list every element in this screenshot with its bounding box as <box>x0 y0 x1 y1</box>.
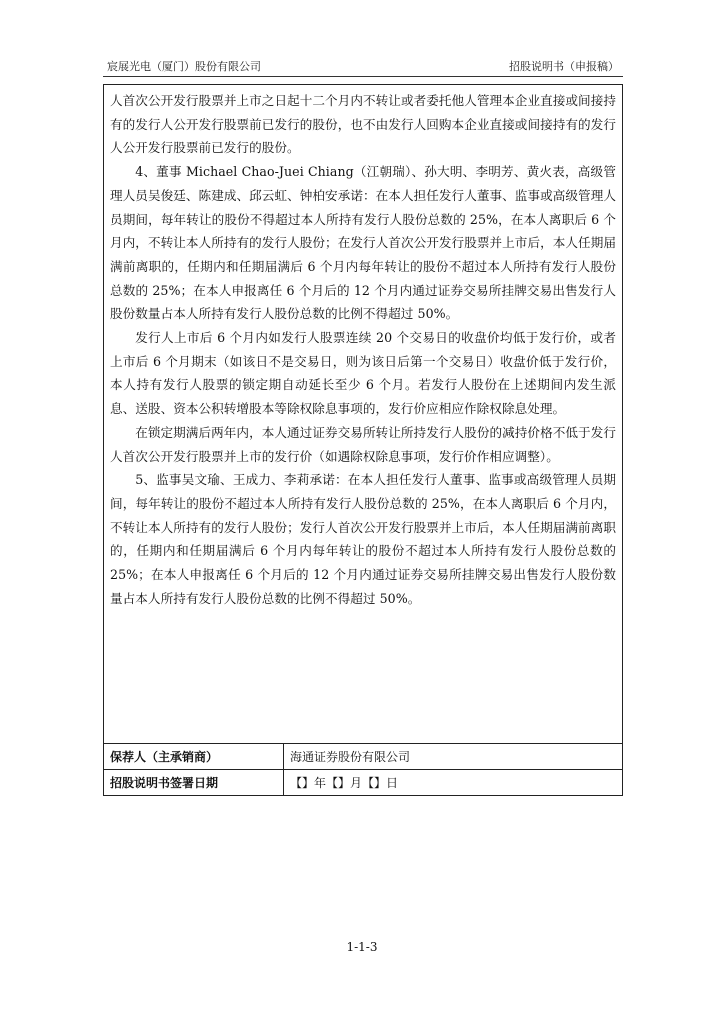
paragraph-reduction-price: 在锁定期满后两年内，本人通过证券交易所转让所持发行人股份的减持价格不低于发行人首次公开发行股票并上市的发行价（如遇除权除息事项，发行价作相应调整）。 <box>110 424 616 464</box>
paragraph-lockup-extension: 发行人上市后 6 个月内如发行人股票连续 20 个交易日的收盘价均低于发行价，或者上市后 6 个月期末（如该日不是交易日，则为该日后第一个交易日）收盘价低于发行价，本人持有发行人股票的锁定期自动延长至少 6 个月。若发行人股份在上述期间内发生派息、送股、资本公积转增股本等除权除息事项的，发行价应相应作除权除息处理。 <box>110 330 616 417</box>
sponsor-value: 海通证券股份有限公司 <box>290 750 411 764</box>
signing-date-label: 招股说明书签署日期 <box>104 770 284 796</box>
page-header <box>103 58 623 76</box>
paragraph-directors-commitment: 4、董事 Michael Chao-Juei Chiang（江朝瑞）、孙大明、李明芳、黄火表，高级管理人员吴俊廷、陈建成、邱云虹、钟柏安承诺：在本人担任发行人董事、监事或高级管理人员期间，每年转让的股份不得超过本人所持有发行人股份总数的 25%，在本人离职后 6 个月内，不转让本人所持有的发行人股份；在发行人首次公开发行股票并上市后，本人任期届满前离职的，任期内和任期届满后 6 个月内每年转让的股份不超过本人所持有发行人股份总数的 25%；在本人申报离任 6 个月后的 12 个月内通过证券交易所挂牌交易出售发行人股份数量占本人所持有发行人股份总数的比例不得超过 50%。 <box>110 164 616 322</box>
header-divider <box>103 76 623 77</box>
sponsor-label: 保荐人（主承销商） <box>104 744 284 770</box>
paragraph-continuation: 人首次公开发行股票并上市之日起十二个月内不转让或者委托他人管理本企业直接或间接持有的发行人公开发行股票前已发行的股份，也不由发行人回购本企业直接或间接持有的发行人公开发行股票前已发行的股份。 <box>110 93 616 156</box>
table-row-sponsor <box>104 743 622 770</box>
page-number: 1-1-3 <box>346 940 378 954</box>
content-frame <box>103 84 623 796</box>
info-table <box>104 743 622 795</box>
header-document-type: 招股说明书（申报稿） <box>509 60 619 73</box>
paragraph-supervisors-commitment: 5、监事吴文瑜、王成力、李莉承诺：在本人担任发行人董事、监事或高级管理人员期间，每年转让的股份不超过本人所持有发行人股份总数的 25%，在本人离职后 6 个月内，不转让本人所持有的发行人股份；发行人首次公开发行股票并上市后，本人任期届满前离职的，任期内和任期届满后 6 个月内每年转让的股份不超过本人所持有发行人股份总数的 25%；在本人申报离任 6 个月后的 12 个月内通过证券交易所挂牌交易出售发行人股份数量占本人所持有发行人股份总数的比例不得超过 50%。 <box>110 472 616 606</box>
commitment-text <box>110 89 616 610</box>
header-company-name: 宸展光电（厦门）股份有限公司 <box>107 60 261 73</box>
signing-date-value: 【】年【】月【】日 <box>290 776 399 790</box>
table-row-signing-date <box>104 769 622 796</box>
